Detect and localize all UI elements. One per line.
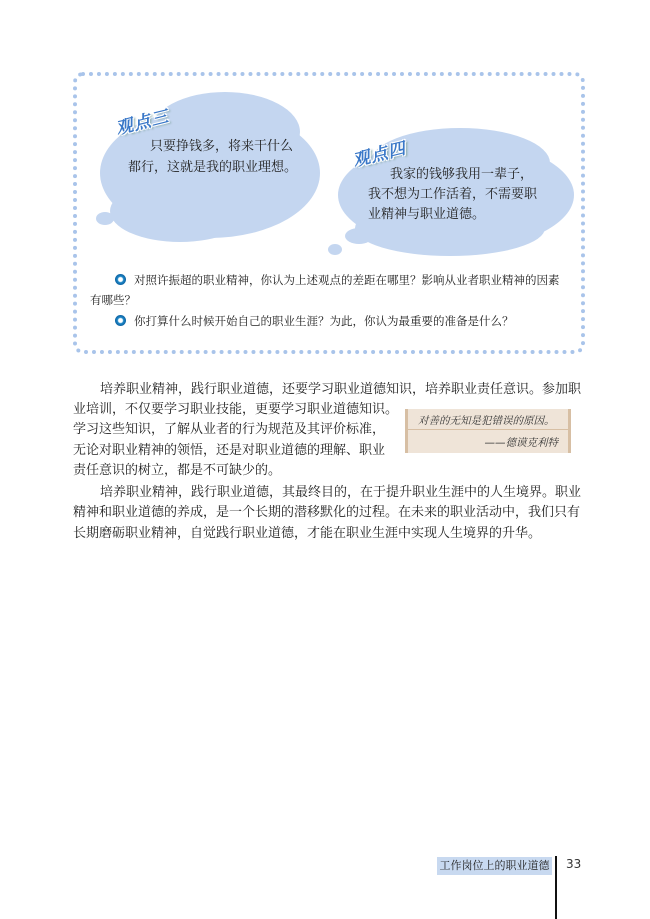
paragraph-1-line-3: 学习这些知识，了解从业者的行为规范及其评价标准， [73, 422, 386, 437]
viewpoint-three-line1: 只要挣钱多，将来干什么 [150, 139, 294, 154]
paragraph-1-line-5: 责任意识的树立，都是不可缺少的。 [73, 463, 282, 478]
viewpoint-three-line2: 都行，这就是我的职业理想。 [128, 160, 298, 175]
question-1-continued: 有哪些？ [90, 293, 136, 307]
bullet-icon [115, 274, 126, 285]
paragraph-1-line-1: 培养职业精神，践行职业道德，还要学习职业道德知识，培养职业责任意识。参加职 [100, 382, 582, 397]
viewpoint-four-line3: 业精神与职业道德。 [368, 207, 486, 222]
quote-divider [408, 429, 568, 430]
question-2: 你打算什么时候开始自己的职业生涯？为此，你认为最重要的准备是什么？ [115, 311, 514, 331]
page-number: 33 [566, 857, 582, 871]
paragraph-2-line-1: 培养职业精神，践行职业道德，其最终目的，在于提升职业生涯中的人生境界。职业 [100, 485, 582, 500]
chapter-title: 工作岗位上的职业道德 [437, 857, 552, 875]
quote-text: 对善的无知是犯错误的原因。 [418, 415, 555, 427]
viewpoint-four-line2: 我不想为工作活着，不需要职 [368, 187, 538, 202]
viewpoint-four-label: 观点四 [350, 138, 409, 172]
quote-box [405, 409, 571, 453]
paragraph-1-line-4: 无论对职业精神的领悟，还是对职业道德的理解、职业 [73, 443, 386, 458]
paragraph-2-line-2: 精神和职业道德的养成，是一个长期的潜移默化的过程。在未来的职业活动中，我们只有 [73, 505, 581, 520]
viewpoint-three-label: 观点三 [113, 106, 172, 140]
viewpoint-four-line1: 我家的钱够我用一辈子， [390, 167, 534, 182]
quote-attribution: ——德谟克利特 [484, 437, 558, 449]
paragraph-1-line-2: 业培训，不仅要学习职业技能，更要学习职业道德知识。 [73, 402, 399, 417]
footer-divider [555, 856, 557, 919]
question-1: 对照许振超的职业精神，你认为上述观点的差距在哪里？影响从业者职业精神的因素 [115, 270, 560, 290]
bullet-icon [115, 315, 126, 326]
paragraph-2-line-3: 长期磨砺职业精神，自觉践行职业道德，才能在职业生涯中实现人生境界的升华。 [73, 526, 542, 541]
